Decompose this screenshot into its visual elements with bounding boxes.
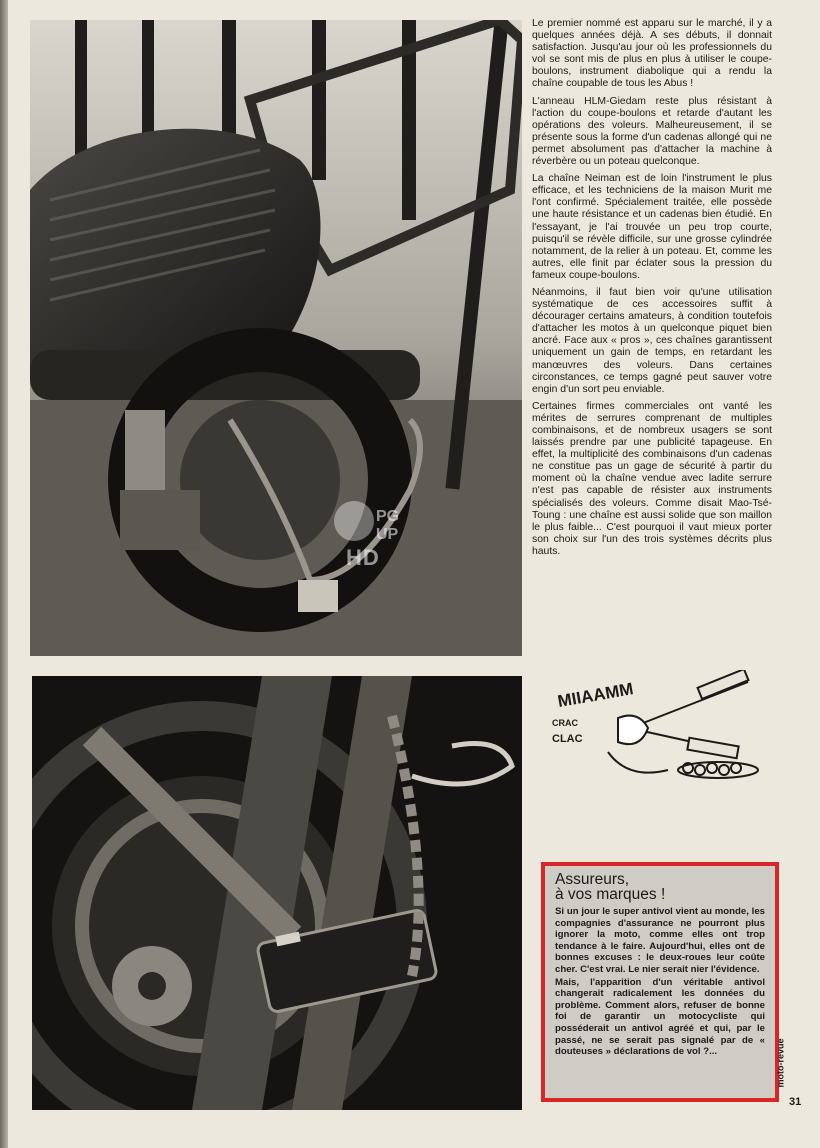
page-number: 31	[789, 1096, 802, 1108]
wheel-disc-lock-photo	[32, 676, 522, 1110]
cartoon-sound-miam: MIIAAMM	[556, 679, 635, 712]
motorcycle-photo-illustration	[30, 20, 522, 656]
article-column	[532, 18, 772, 563]
sidebar-paragraph: Mais, l'apparition d'un véritable antivol changerait radicalement les données du problème. Comment alors, refuser de bonne foi de garantir un motocycliste qui posséderait un antivol agréé et qui, par le passé, ne se serait pas signalé par de « douteuses » déclarations de vol ?...	[555, 976, 765, 1058]
cartoon-sound-crac: CRAC	[552, 718, 578, 728]
sidebar-body	[555, 906, 765, 1058]
sidebar-paragraph: Si un jour le super antivol vient au monde, les compagnies d'assurance ne pourront plus ignorer la moto, comme elles ont trop tendance à le faire. Aujourd'hui, elles ont de bonnes excuses : le deux-roues leur coûte cher. C'est vrai. Le nier serait nier l'évidence.	[555, 906, 765, 975]
sidebar-title	[555, 872, 765, 902]
insurance-sidebar-box	[541, 862, 779, 1102]
article-paragraph: L'anneau HLM-Giedam reste plus résistant à l'action du coupe-boulons et retarde d'autant les opérations des voleurs. Malheureusement, il se présente sous la forme d'un cadenas allongé qui ne permet absolument pas d'attacher la machine à réverbère ou un poteau quelconque.	[532, 95, 772, 168]
page-spine-shadow	[0, 0, 8, 1148]
sidebar-title-line-1: Assureurs,	[555, 871, 630, 888]
article-paragraph: Néanmoins, il faut bien voir qu'une utilisation systématique de ces accessoires suffit à décourager certains amateurs, à condition toutefois d'attacher les motos à un quelconque piquet bien ancré. Face aux « pros », ces chaînes garantissent uniquement un gain de temps, en retardant les manœuvres des voleurs. Dans certaines circonstances, ce temps gagné peut sauver votre engin d'un sort peu enviable.	[532, 286, 772, 395]
article-paragraph: La chaîne Neiman est de loin l'instrument le plus efficace, et les techniciens de la maison Murit me l'ont confirmé. Spécialement traitée, elle possède une haute résistance et un cadenas bien étudié. En l'essayant, je l'ai trouvée un peu trop courte, puisqu'il se révèle difficile, sur une grosse cylindrée notamment, de la relier à un poteau. Et, comme les autres, elle finit par éclater sous la pression du fameux coupe-boulons.	[532, 173, 772, 281]
magazine-name: moto-revue	[775, 1038, 786, 1088]
svg-text:PG: PG	[376, 508, 400, 525]
svg-text:UP: UP	[376, 526, 399, 543]
motorcycle-chained-photo	[30, 20, 522, 656]
article-paragraph: Le premier nommé est apparu sur le marché, il y a quelques années déjà. A ses débuts, il donnait satisfaction. Jusqu'au jour où les professionnels du vol se sont mis de plus en plus à utiliser le coupe-boulons, instrument diabolique qui a rendu la chaîne coupable de tous les Abus !	[532, 18, 772, 90]
watermark-logo	[332, 495, 414, 575]
bolt-cutter-cartoon	[548, 670, 770, 788]
watermark-text: HD	[346, 545, 380, 570]
wheel-lock-illustration	[32, 676, 522, 1110]
cartoon-sound-clac: CLAC	[552, 733, 583, 745]
sidebar-title-line-2: à vos marques !	[555, 886, 666, 903]
magazine-name-vertical	[775, 1036, 794, 1096]
article-paragraph: Certaines firmes commerciales ont vanté les mérites de serrures comprenant de multiples combinaisons, et de nombreux usagers se sont laissés prendre par une publicité tapageuse. En effet, la multiplicité des combinaisons d'un cadenas ne constitue pas un gage de sécurité à partir du moment où la chaîne vendue avec ladite serrure n'est pas capable de résister aux instruments spécialisés des voleurs. Comme disait Mao-Tsé-Toung : une chaîne est aussi solide que son maillon le plus faible... C'est pourquoi il vaut mieux porter son choix sur l'un des trois systèmes décrits plus hauts.	[532, 400, 772, 557]
